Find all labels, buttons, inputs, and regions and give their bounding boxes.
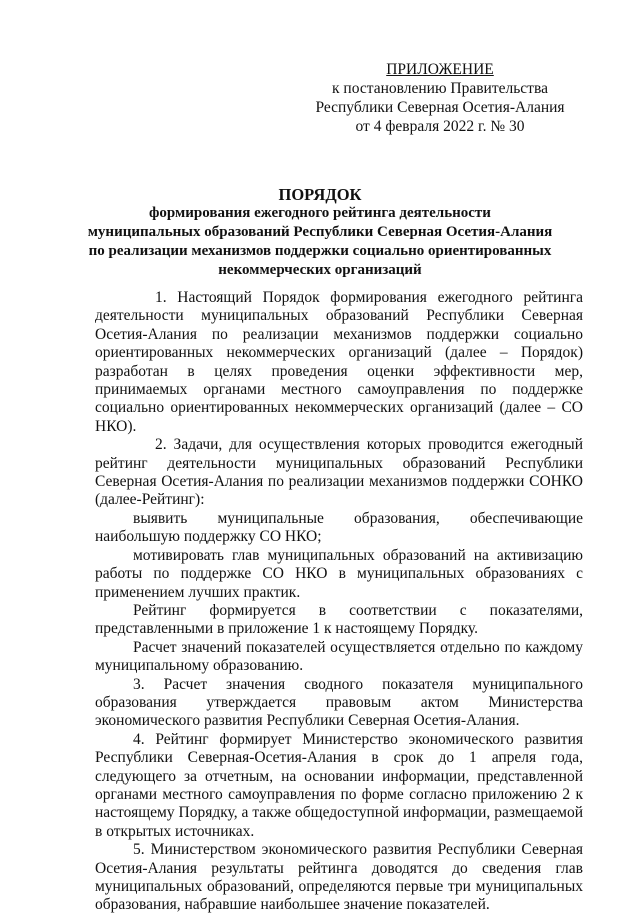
document-body — [95, 289, 583, 915]
document-subtitle-line-4: некоммерческих организаций — [218, 262, 422, 278]
annex-line-2: Республики Северная Осетия-Алания — [315, 99, 565, 116]
paragraph-calculation: Расчет значений показателей осуществляется отдельно по каждому муниципальному образованию. — [95, 638, 583, 675]
document-title-block — [70, 185, 570, 280]
paragraph-rating-basis: Рейтинг формируется в соответствии с показателями, представленными в приложение 1 к настоящему Порядку. — [95, 601, 583, 638]
annex-block — [300, 60, 580, 136]
document-subtitle-line-3: по реализации механизмов поддержки социально ориентированных — [88, 243, 552, 259]
document-subtitle-line-1: формирования ежегодного рейтинга деятельности — [149, 205, 491, 221]
paragraph-task-1: выявить муниципальные образования, обеспечивающие наибольшую поддержку СО НКО; — [95, 509, 583, 546]
paragraph-4: 4. Рейтинг формирует Министерство экономического развития Республики Северная-Осетия-Алания в срок до 1 апреля года, следующего за отчетным, на основании информации, представленной органами местного самоуправления по форме согласно приложению 2 к настоящему Порядку, а также общедоступной информации, размещаемой в открытых источниках. — [95, 730, 583, 840]
paragraph-5: 5. Министерством экономического развития Республики Северная Осетия-Алания результаты рейтинга доводятся до сведения глав муниципальных образований, определяются первые три муниципальных образования, набравшие наибольшее значение показателей. — [95, 841, 583, 914]
paragraph-2: 2. Задачи, для осуществления которых проводится ежегодный рейтинг деятельности муниципальных образований Республики Северная Осетия-Алания по реализации механизмов поддержки СОНКО (далее-Рейтинг): — [95, 436, 583, 509]
paragraph-task-2: мотивировать глав муниципальных образований на активизацию работы по поддержке СО НКО в муниципальных образованиях с применением лучших практик. — [95, 546, 583, 601]
annex-line-3: от 4 февраля 2022 г. № 30 — [355, 118, 525, 135]
annex-line-1: к постановлению Правительства — [332, 80, 548, 97]
paragraph-3: 3. Расчет значения сводного показателя муниципального образования утверждается правовым актом Министерства экономического развития Республики Северная Осетия-Алания. — [95, 675, 583, 730]
document-title: ПОРЯДОК — [278, 185, 362, 204]
document-subtitle-line-2: муниципальных образований Республики Северная Осетия-Алания — [87, 224, 553, 240]
paragraph-1: 1. Настоящий Порядок формирования ежегодного рейтинга деятельности муниципальных образований Республики Северная Осетия-Алания по реализации механизмов поддержки социально ориентированных некоммерческих организаций (далее – Порядок) разработан в целях проведения оценки эффективности мер, принимаемых органами местного самоуправления по поддержке социально ориентированных некоммерческих организаций (далее – СО НКО). — [95, 289, 583, 435]
annex-heading: ПРИЛОЖЕНИЕ — [386, 61, 494, 78]
